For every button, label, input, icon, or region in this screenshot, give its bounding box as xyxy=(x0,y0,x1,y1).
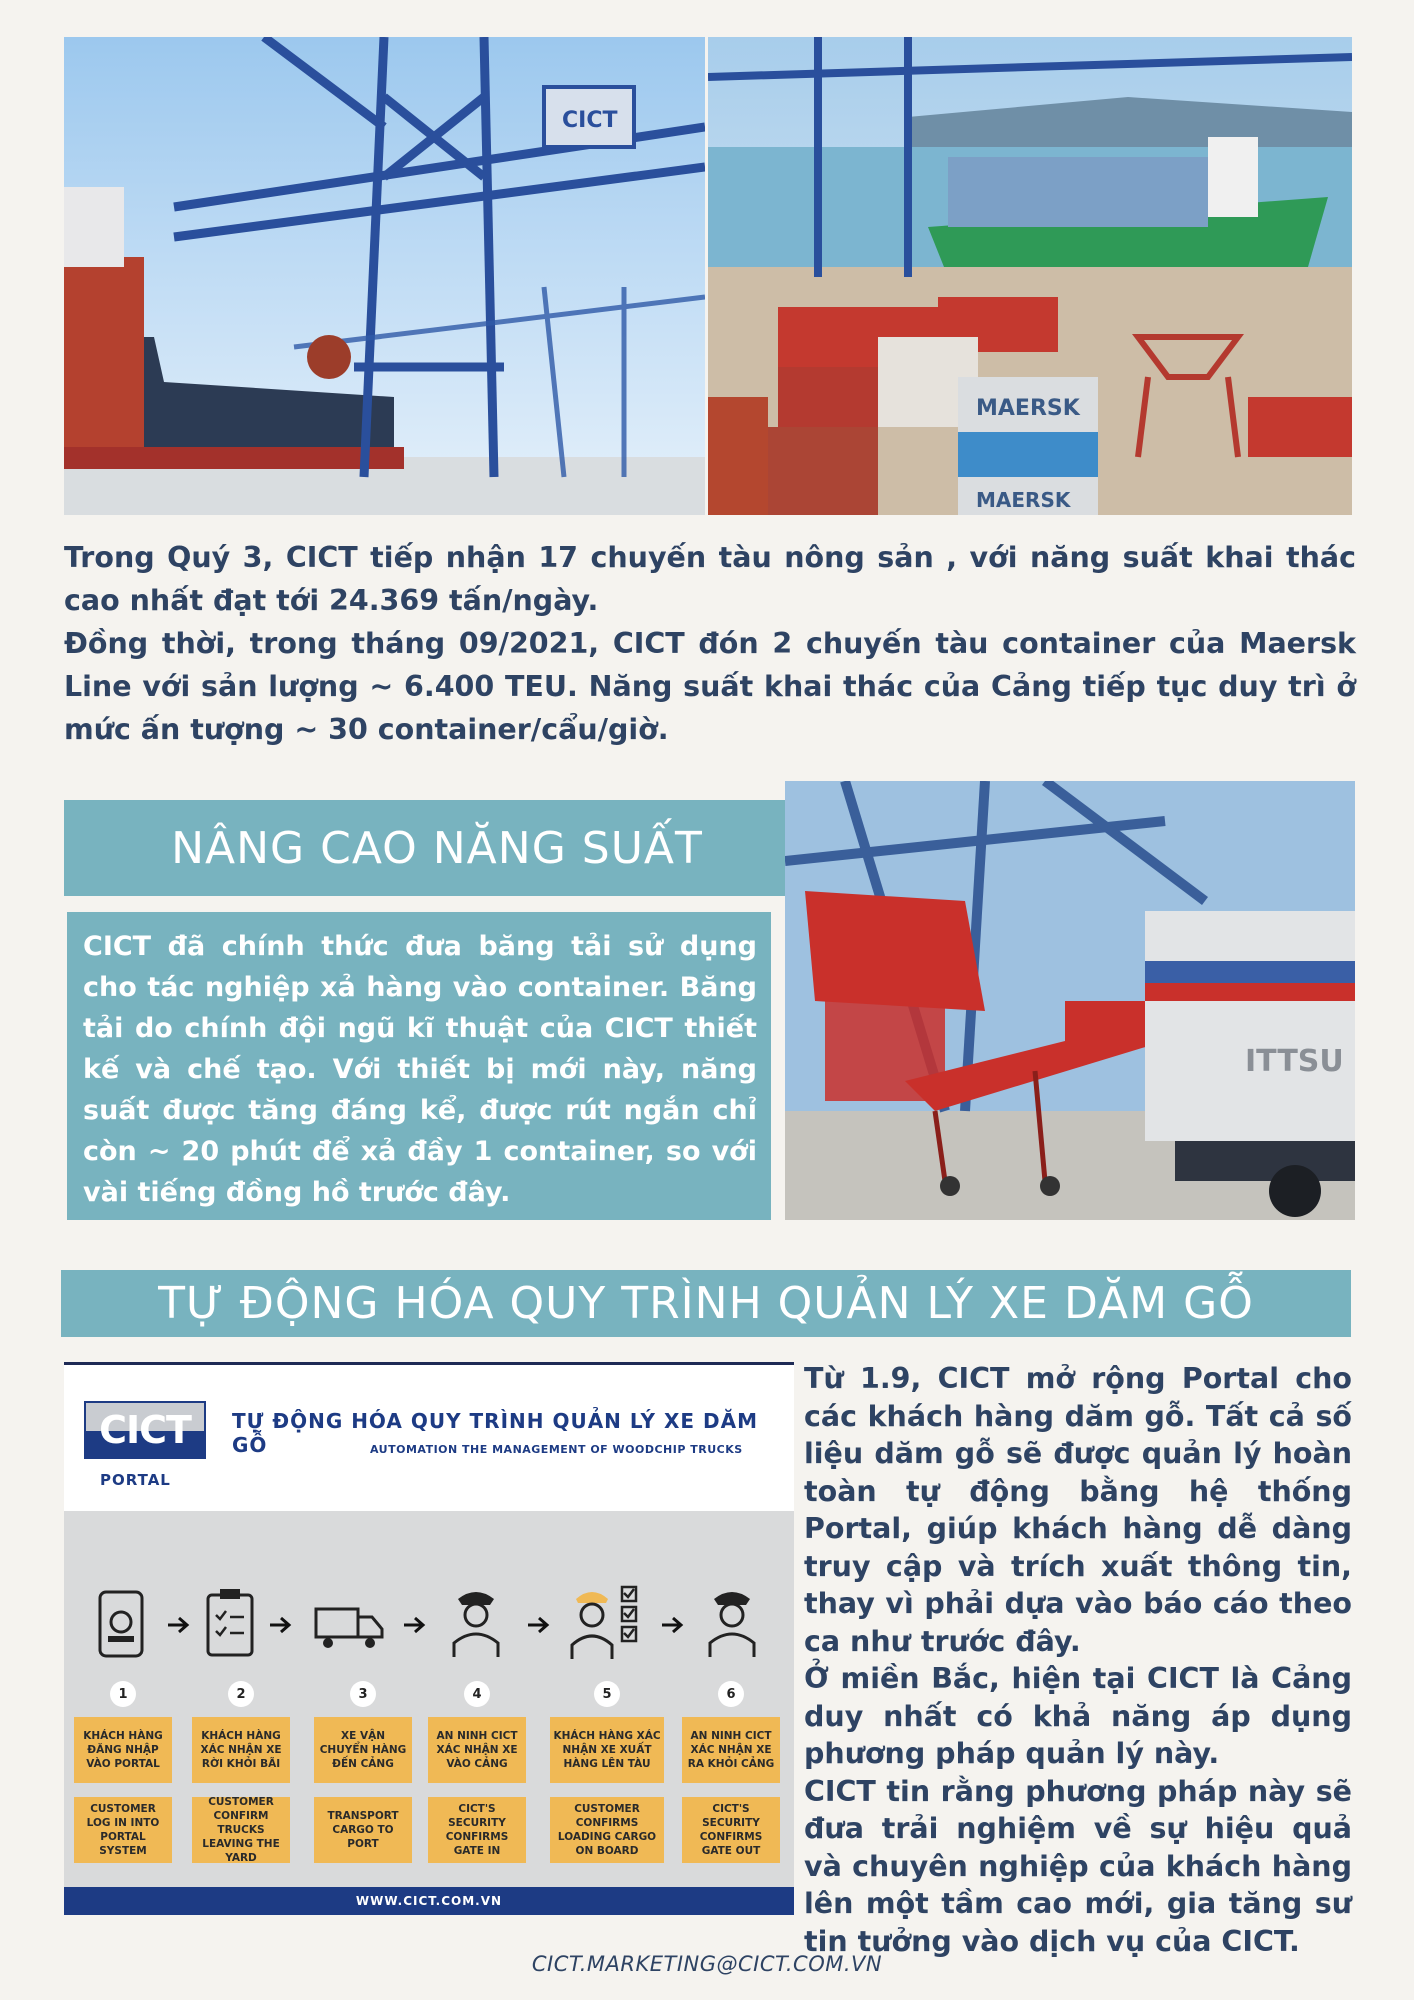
step-vi-label: KHÁCH HÀNG XÁC NHẬN XE RỜI KHỎI BÃI xyxy=(192,1717,290,1783)
footer-email[interactable] xyxy=(0,1952,1414,1976)
step-vi-label: KHÁCH HÀNG XÁC NHẬN XE XUẤT HÀNG LÊN TÀU xyxy=(550,1717,664,1783)
infographic-title: TỰ ĐỘNG HÓA QUY TRÌNH QUẢN LÝ XE DĂM GỖ xyxy=(232,1409,758,1457)
step-en-label: CICT'S SECURITY CONFIRMS GATE IN xyxy=(428,1797,526,1863)
step-number: 5 xyxy=(594,1681,620,1707)
step-3 xyxy=(314,1681,412,1863)
step-4 xyxy=(428,1681,526,1863)
portal-infographic xyxy=(64,1362,794,1915)
intro-paragraph xyxy=(64,536,1356,751)
svg-text:MAERSK: MAERSK xyxy=(976,488,1071,512)
step-en-label: TRANSPORT CARGO TO PORT xyxy=(314,1797,412,1863)
step-en-label: CUSTOMER LOG IN INTO PORTAL SYSTEM xyxy=(74,1797,172,1863)
crane-photo xyxy=(64,37,705,515)
step-6 xyxy=(682,1681,780,1863)
section-heading-automation: TỰ ĐỘNG HÓA QUY TRÌNH QUẢN LÝ XE DĂM GỖ xyxy=(158,1278,1254,1329)
cict-logo-text: CICT xyxy=(99,1408,191,1452)
step-vi-label: AN NINH CICT XÁC NHẬN XE VÀO CẢNG xyxy=(428,1717,526,1783)
arrow-right-icon xyxy=(402,1615,428,1635)
step-number: 2 xyxy=(228,1681,254,1707)
infographic-website: WWW.CICT.COM.VN xyxy=(64,1887,794,1915)
step-number: 3 xyxy=(350,1681,376,1707)
automation-text xyxy=(804,1360,1352,1960)
section-heading-band-2 xyxy=(61,1270,1351,1337)
svg-text:CICT: CICT xyxy=(562,108,618,133)
security-guard-icon xyxy=(448,1585,504,1659)
step-number: 6 xyxy=(718,1681,744,1707)
step-vi-label: KHÁCH HÀNG ĐĂNG NHẬP VÀO PORTAL xyxy=(74,1717,172,1783)
step-en-label: CUSTOMER CONFIRMS LOADING CARGO ON BOARD xyxy=(550,1797,664,1863)
step-1 xyxy=(74,1681,172,1863)
infographic-header xyxy=(64,1365,794,1511)
conveyor-photo xyxy=(785,781,1355,1220)
arrow-right-icon xyxy=(526,1615,552,1635)
intro-line-1: Trong Quý 3, CICT tiếp nhận 17 chuyến tàu nông sản , với năng suất khai thác cao nhất đạt tới 24.369 tấn/ngày. xyxy=(64,541,1356,617)
productivity-body: CICT đã chính thức đưa băng tải sử dụng cho tác nghiệp xả hàng vào container. Băng tải do chính đội ngũ kĩ thuật của CICT thiết kế và chế tạo. Với thiết bị mới này, năng suất được tăng đáng kể, được rút ngắn chỉ còn ~ 20 phút để xả đầy 1 container, so với vài tiếng đồng hồ trước đây. xyxy=(83,931,757,1208)
step-vi-label: XE VẬN CHUYỂN HÀNG ĐẾN CẢNG xyxy=(314,1717,412,1783)
portal-label: PORTAL xyxy=(100,1471,171,1489)
container-yard-photo xyxy=(708,37,1352,515)
section-heading-band xyxy=(64,800,810,896)
step-en-label: CICT'S SECURITY CONFIRMS GATE OUT xyxy=(682,1797,780,1863)
step-2 xyxy=(192,1681,290,1863)
arrow-right-icon xyxy=(268,1615,294,1635)
security-guard-icon xyxy=(704,1585,760,1659)
arrow-right-icon xyxy=(166,1615,192,1635)
cict-logo xyxy=(84,1401,206,1459)
intro-line-2: Đồng thời, trong tháng 09/2021, CICT đón 2 chuyến tàu container của Maersk Line với sản lượng ~ 6.400 TEU. Năng suất khai thác của Cảng tiếp tục duy trì ở mức ấn tượng ~ 30 container/cẩu/giờ. xyxy=(64,627,1356,746)
step-vi-label: AN NINH CICT XÁC NHẬN XE RA KHỎI CẢNG xyxy=(682,1717,780,1783)
arrow-right-icon xyxy=(660,1615,686,1635)
infographic-subtitle: AUTOMATION THE MANAGEMENT OF WOODCHIP TRUCKS xyxy=(370,1443,743,1456)
svg-text:MAERSK: MAERSK xyxy=(976,396,1080,421)
step-en-label: CUSTOMER CONFIRM TRUCKS LEAVING THE YARD xyxy=(192,1797,290,1863)
automation-paragraph-3: CICT tin rằng phương pháp này sẽ đưa trải nghiệm về sự hiệu quả và chuyên nghiệp của khách hàng lên một tầm cao mới, gia tăng sư tin tưởng vào dịch vụ của CICT. xyxy=(804,1774,1352,1958)
productivity-textbox xyxy=(67,912,771,1220)
footer-email-text[interactable]: CICT.MARKETING@CICT.COM.VN xyxy=(531,1952,883,1976)
step-number: 1 xyxy=(110,1681,136,1707)
customer-checklist-icon xyxy=(570,1583,648,1661)
truck-icon xyxy=(314,1603,384,1651)
svg-text:ITTSU: ITTSU xyxy=(1245,1044,1344,1079)
tablet-login-icon xyxy=(96,1590,146,1660)
step-5 xyxy=(550,1681,664,1863)
step-number: 4 xyxy=(464,1681,490,1707)
section-heading-productivity: NÂNG CAO NĂNG SUẤT xyxy=(171,822,703,874)
clipboard-checklist-icon xyxy=(204,1587,256,1659)
automation-paragraph-1: Từ 1.9, CICT mở rộng Portal cho các khách hàng dăm gỗ. Tất cả số liệu dăm gỗ sẽ được quản lý hoàn toàn tự động bằng hệ thống Portal, giúp khách hàng dễ dàng truy cập và trích xuất thông tin, thay vì phải dựa vào báo cáo theo ca như trước đây. xyxy=(804,1362,1352,1658)
automation-paragraph-2: Ở miền Bắc, hiện tại CICT là Cảng duy nhất có khả năng áp dụng phương pháp quản lý này. xyxy=(804,1662,1352,1770)
